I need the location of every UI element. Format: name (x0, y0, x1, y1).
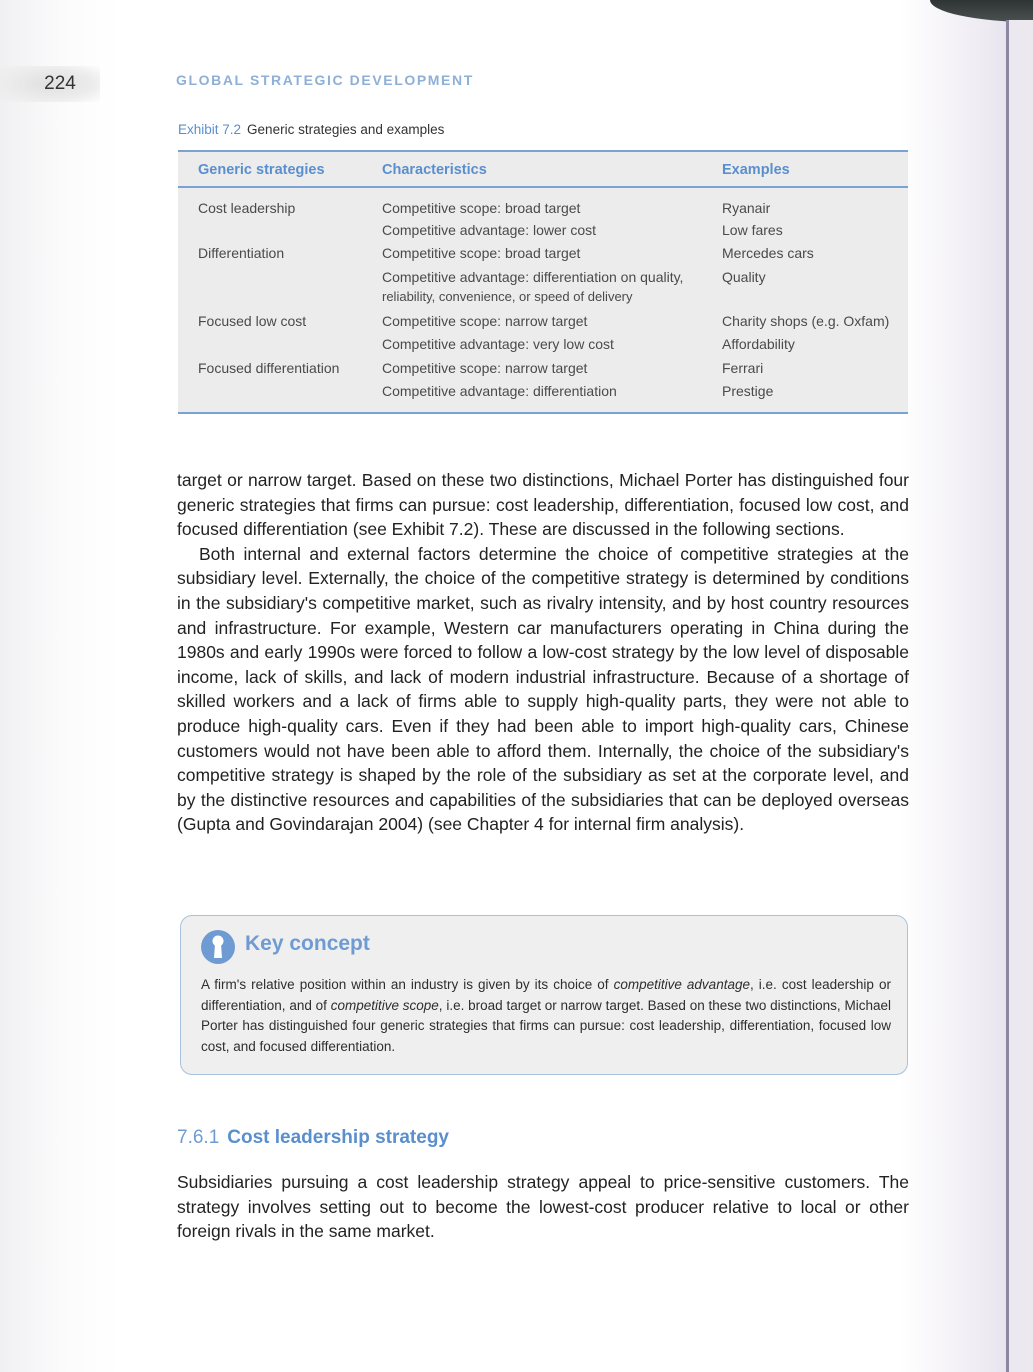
key-text-part: , i.e. cost leadership or differentiation, and of (201, 977, 891, 1013)
key-concept-box (180, 915, 908, 1075)
body-text (177, 468, 909, 837)
key-concept-text (201, 975, 891, 1057)
row-strategy: Focused differentiation (198, 360, 340, 376)
paragraph: target or narrow target. Based on these two distinctions, Michael Porter has distinguished four generic strategies that firms can pursue: cost leadership, differentiation, focused low cost, and focused differentiation (see Exhibit 7.2). These are discussed in the following sections. (177, 470, 909, 540)
row-example: Ferrari (722, 360, 764, 376)
row-strategy: Differentiation (198, 245, 285, 261)
header-examples: Examples (722, 162, 790, 178)
paragraph: Both internal and external factors determine the choice of competitive strategies at the subsidiary level. Externally, the choice of the competitive strategy is determined by conditions in the subsidiary's competitive market, such as rivalry intensity, and by host country resources and infrastructure. For example, Western car manufacturers operating in China during the 1980s and early 1990s were forced to follow a low-cost strategy by the low level of disposable income, lack of skills, and lack of modern industrial infrastructure. Because of a shortage of skilled workers and a lack of firms able to supply high-quality parts, they were not able to produce high-quality cars. Even if they had been able to import high-quality cars, Chinese customers would not have been able to afford them. Internally, the choice of the subsidiary's competitive strategy is shaped by the role of the subsidiary as set at the corporate level, and by the distinctive resources and capabilities of the subsidiaries that can be deployed overseas (Gupta and Govindarajan 2004) (see Chapter 4 for internal firm analysis). (177, 543, 909, 835)
row-characteristic: reliability, convenience, or speed of delivery (382, 289, 633, 304)
key-term-competitive-scope: competitive scope (330, 997, 439, 1013)
row-characteristic: Competitive scope: broad target (382, 245, 581, 261)
row-strategy: Focused low cost (198, 313, 307, 329)
page-number: 224 (0, 66, 100, 102)
facing-page-edge (1009, 20, 1033, 1372)
running-head: GLOBAL STRATEGIC DEVELOPMENT (176, 72, 474, 88)
generic-strategies-table (178, 150, 908, 414)
section-heading (177, 1127, 449, 1149)
row-example: Low fares (722, 222, 783, 238)
keyhole-info-icon (201, 930, 235, 964)
paragraph: Subsidiaries pursuing a cost leadership strategy appeal to price-sensitive customers. The strategy involves setting out to become the lowest-cost producer relative to local or other foreign rivals in the same market. (177, 1172, 909, 1242)
row-characteristic: Competitive advantage: lower cost (382, 222, 596, 238)
row-example: Affordability (722, 336, 795, 352)
row-characteristic: Competitive advantage: differentiation on quality, (382, 269, 684, 285)
exhibit-title: Generic strategies and examples (247, 122, 445, 137)
key-term-competitive-advantage: competitive advantage (613, 977, 750, 992)
row-example: Charity shops (e.g. Oxfam) (722, 313, 890, 329)
row-characteristic: Competitive advantage: differentiation (382, 383, 617, 399)
row-example: Quality (722, 269, 766, 285)
section-title: Cost leadership strategy (227, 1127, 450, 1148)
row-characteristic: Competitive advantage: very low cost (382, 336, 614, 352)
row-example: Prestige (722, 383, 774, 399)
key-text-part: A firm's relative position within an industry is given by its choice of (201, 977, 614, 992)
row-example: Mercedes cars (722, 245, 814, 261)
row-characteristic: Competitive scope: broad target (382, 200, 581, 216)
row-strategy: Cost leadership (198, 200, 296, 216)
section-number: 7.6.1 (177, 1127, 220, 1148)
section-body-text (177, 1170, 909, 1244)
row-characteristic: Competitive scope: narrow target (382, 313, 588, 329)
key-concept-title: Key concept (245, 932, 370, 955)
table-header (178, 152, 908, 188)
row-characteristic: Competitive scope: narrow target (382, 360, 588, 376)
header-characteristics: Characteristics (382, 162, 487, 178)
key-text-part: , i.e. broad target or narrow target. Based on these two distinctions, Michael Porter has distinguished four generic strategies that firms can pursue: cost leadership, differentiation, focused low cost, and focused differentiation. (201, 997, 891, 1054)
exhibit-caption (178, 122, 444, 137)
row-example: Ryanair (722, 200, 771, 216)
exhibit-label: Exhibit 7.2 (178, 122, 242, 137)
header-generic-strategies: Generic strategies (198, 162, 325, 178)
